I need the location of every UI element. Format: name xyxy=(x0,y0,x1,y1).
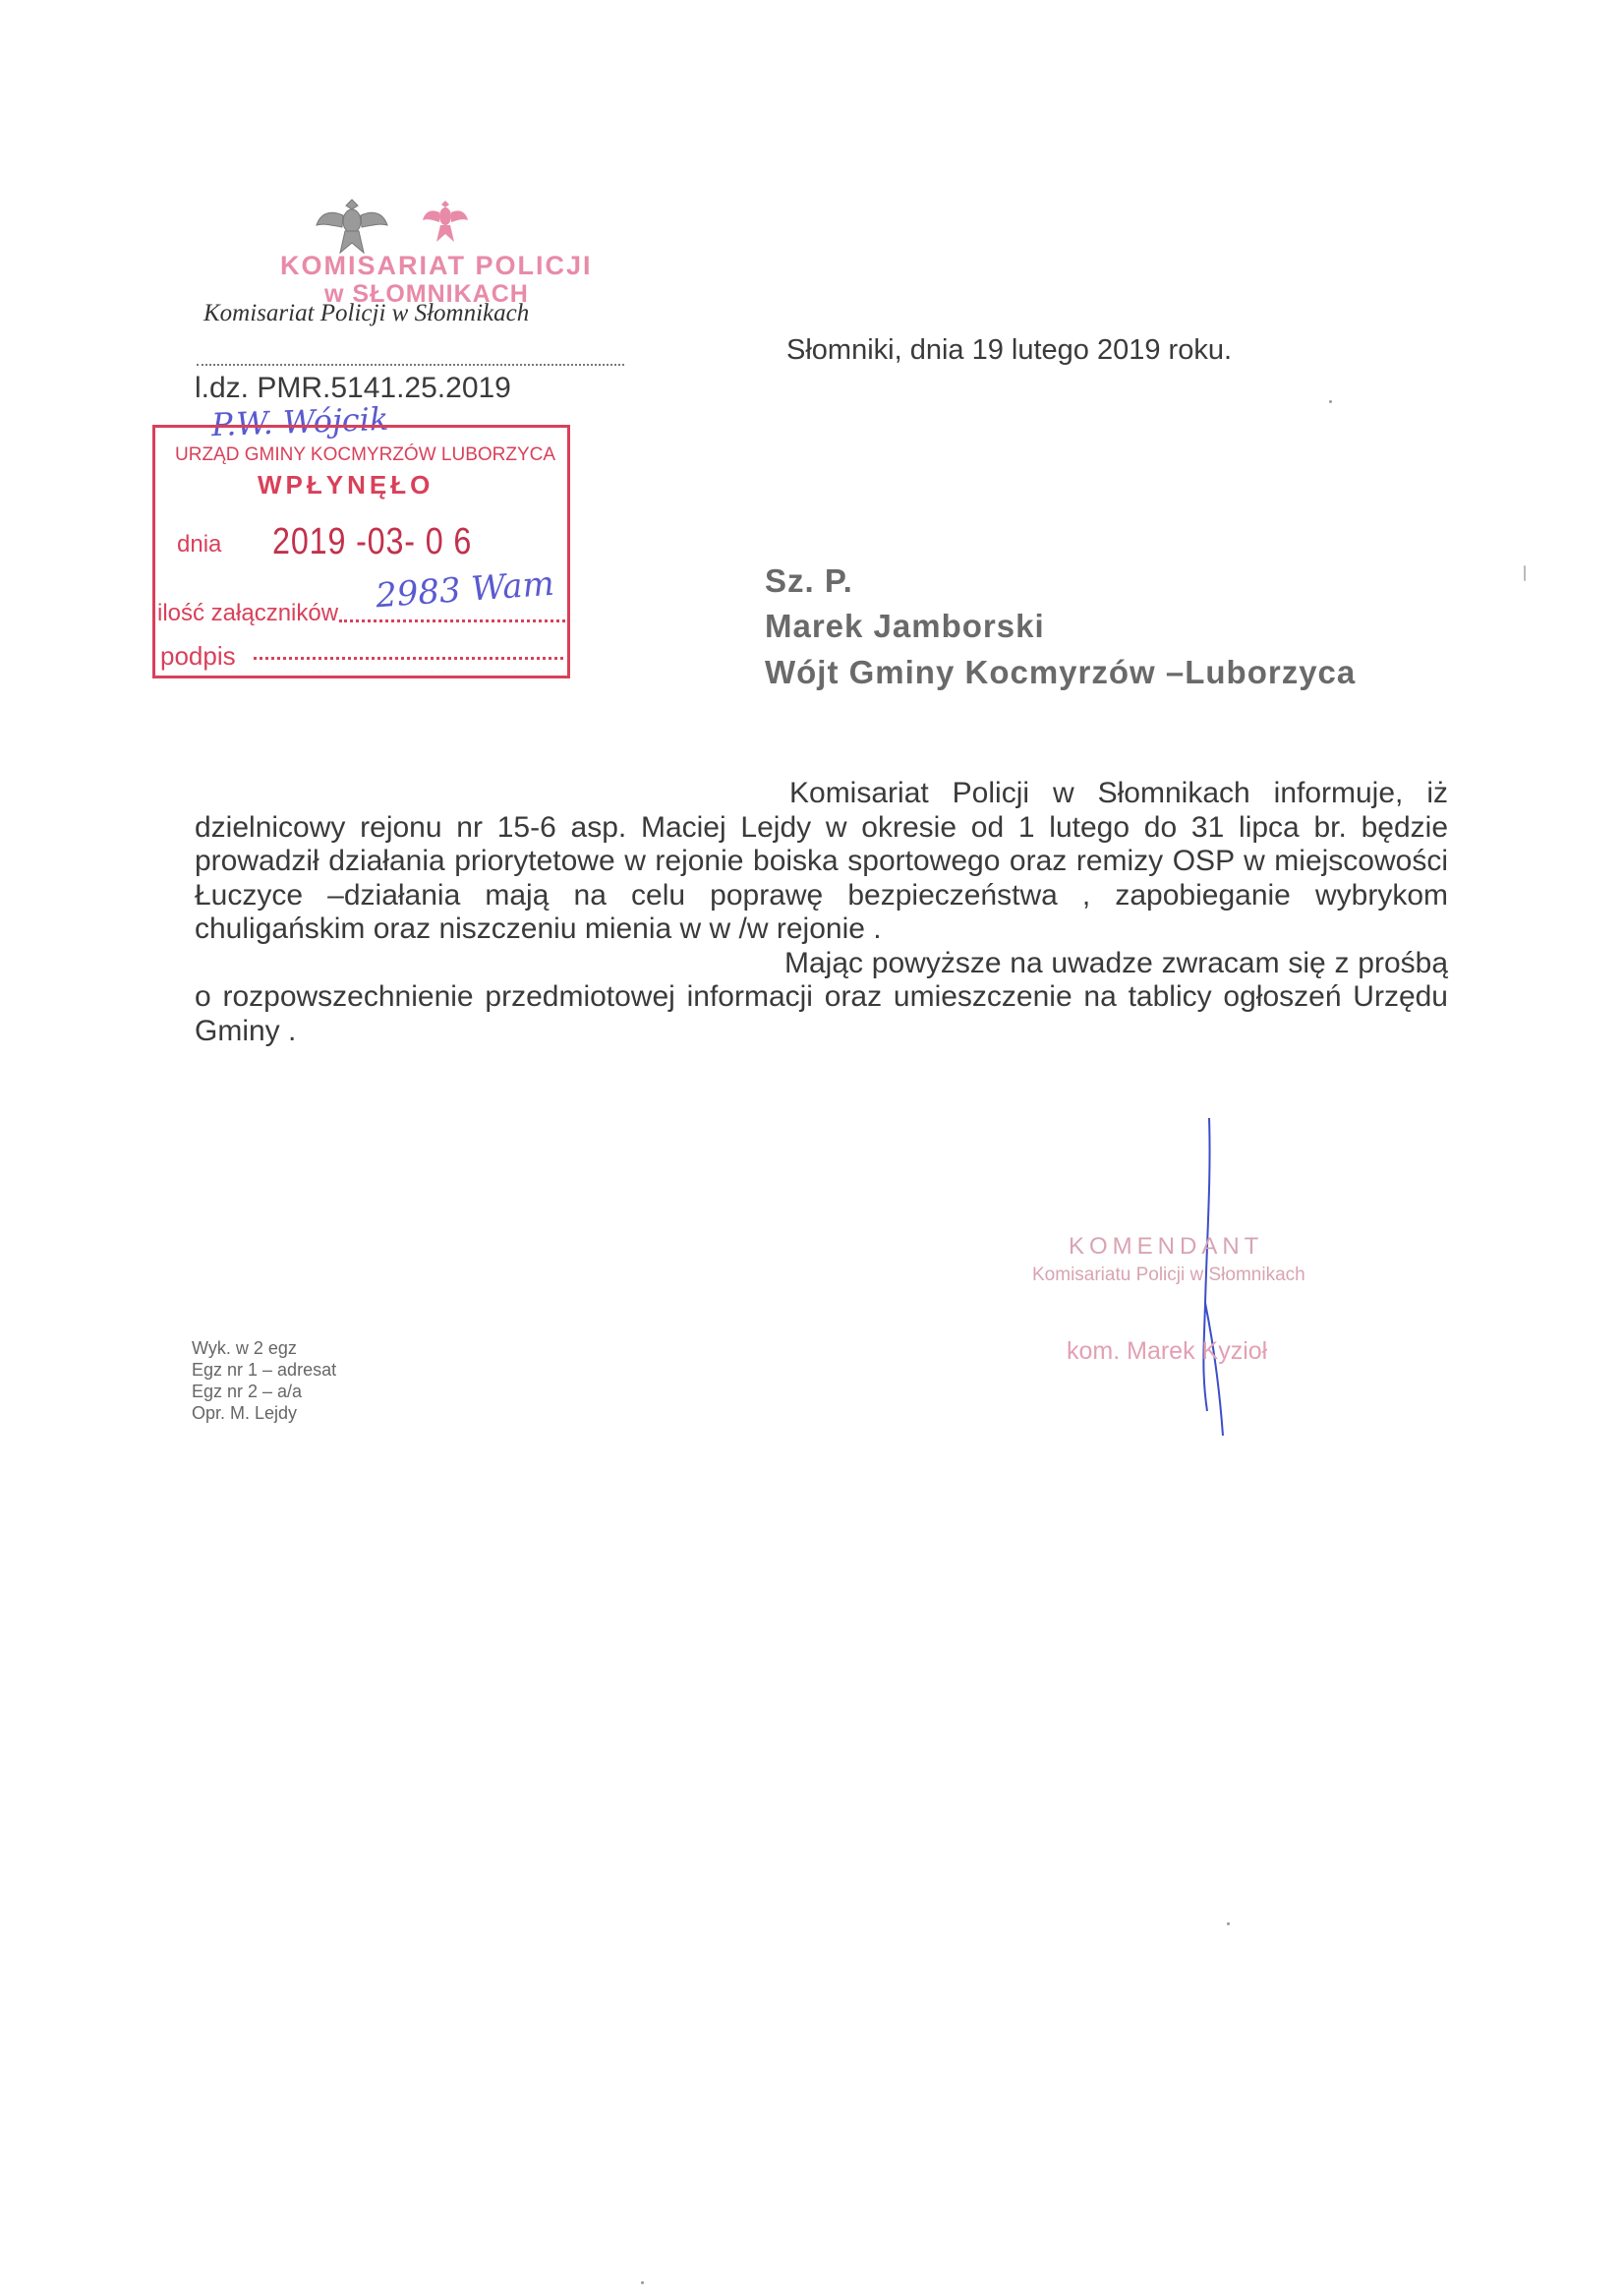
handwritten-note: P.W. Wójcik xyxy=(210,399,389,444)
footnote-line: Egz nr 2 – a/a xyxy=(192,1382,303,1401)
signatory-title: KOMENDANT xyxy=(1069,1233,1264,1260)
header-dotted-line xyxy=(197,364,624,366)
scan-speck xyxy=(1227,1922,1230,1925)
footnote-line: Opr. M. Lejdy xyxy=(192,1403,298,1423)
letter-body xyxy=(195,777,1448,1048)
police-stamp-line1: KOMISARIAT POLICJI xyxy=(280,251,593,280)
handwritten-registry-number: 2983 Wam xyxy=(374,563,556,617)
incoming-stamp-title: WPŁYNĘŁO xyxy=(258,470,435,500)
footnote-line: Egz nr 1 – adresat xyxy=(192,1360,337,1380)
incoming-stamp-date: 2019 -03- 0 6 xyxy=(272,521,473,562)
red-eagle-emblem-icon xyxy=(421,197,470,251)
signatory-unit: Komisariatu Policji w Słomnikach xyxy=(1032,1265,1305,1285)
signature-dotted-line xyxy=(254,657,563,660)
reference-number: l.dz. PMR.5141.25.2019 xyxy=(195,372,511,404)
issuer-name: Komisariat Policji w Słomnikach xyxy=(203,300,530,326)
footnote-line: Wyk. w 2 egz xyxy=(192,1338,297,1358)
incoming-stamp-dnia-label: dnia xyxy=(177,531,222,558)
police-stamp-line2: w SŁOMNIKACH xyxy=(324,280,529,308)
distribution-notes xyxy=(192,1337,336,1424)
body-paragraph-2: Mając powyższe na uwadze zwracam się z prośbą o rozpowszechnienie przedmiotowej informacji oraz umieszczenie na tablicy ogłoszeń Urzędu Gminy . xyxy=(195,946,1448,1047)
addressee-salutation: Sz. P. xyxy=(765,562,853,599)
incoming-stamp-signature-label: podpis xyxy=(160,641,236,671)
incoming-stamp-org: URZĄD GMINY KOCMYRZÓW LUBORZYCA xyxy=(175,444,556,465)
incoming-stamp-attachments-label: ilość załączników xyxy=(157,600,339,626)
signatory-name: kom. Marek Kyzioł xyxy=(1067,1337,1268,1365)
attachments-dotted-line xyxy=(339,619,565,622)
letter-date: Słomniki, dnia 19 lutego 2019 roku. xyxy=(786,334,1233,366)
scan-speck xyxy=(1329,400,1332,403)
scan-speck xyxy=(1524,565,1526,581)
scan-speck xyxy=(641,2281,644,2284)
addressee-title: Wójt Gminy Kocmyrzów –Luborzyca xyxy=(765,654,1357,690)
body-paragraph-1: Komisariat Policji w Słomnikach informuje, iż dzielnicowy rejonu nr 15-6 asp. Maciej Lejdy w okresie od 1 lutego do 31 lipca br. będzie prowadził działania priorytetowe w rejonie boiska sportowego oraz remizy OSP w miejscowości Łuczyce –działania mają na celu poprawę bezpieczeństwa , zapobieganie wybrykom chuligańskim oraz niszczeniu mienia w w /w rejonie . xyxy=(195,777,1448,945)
addressee-name: Marek Jamborski xyxy=(765,608,1045,644)
